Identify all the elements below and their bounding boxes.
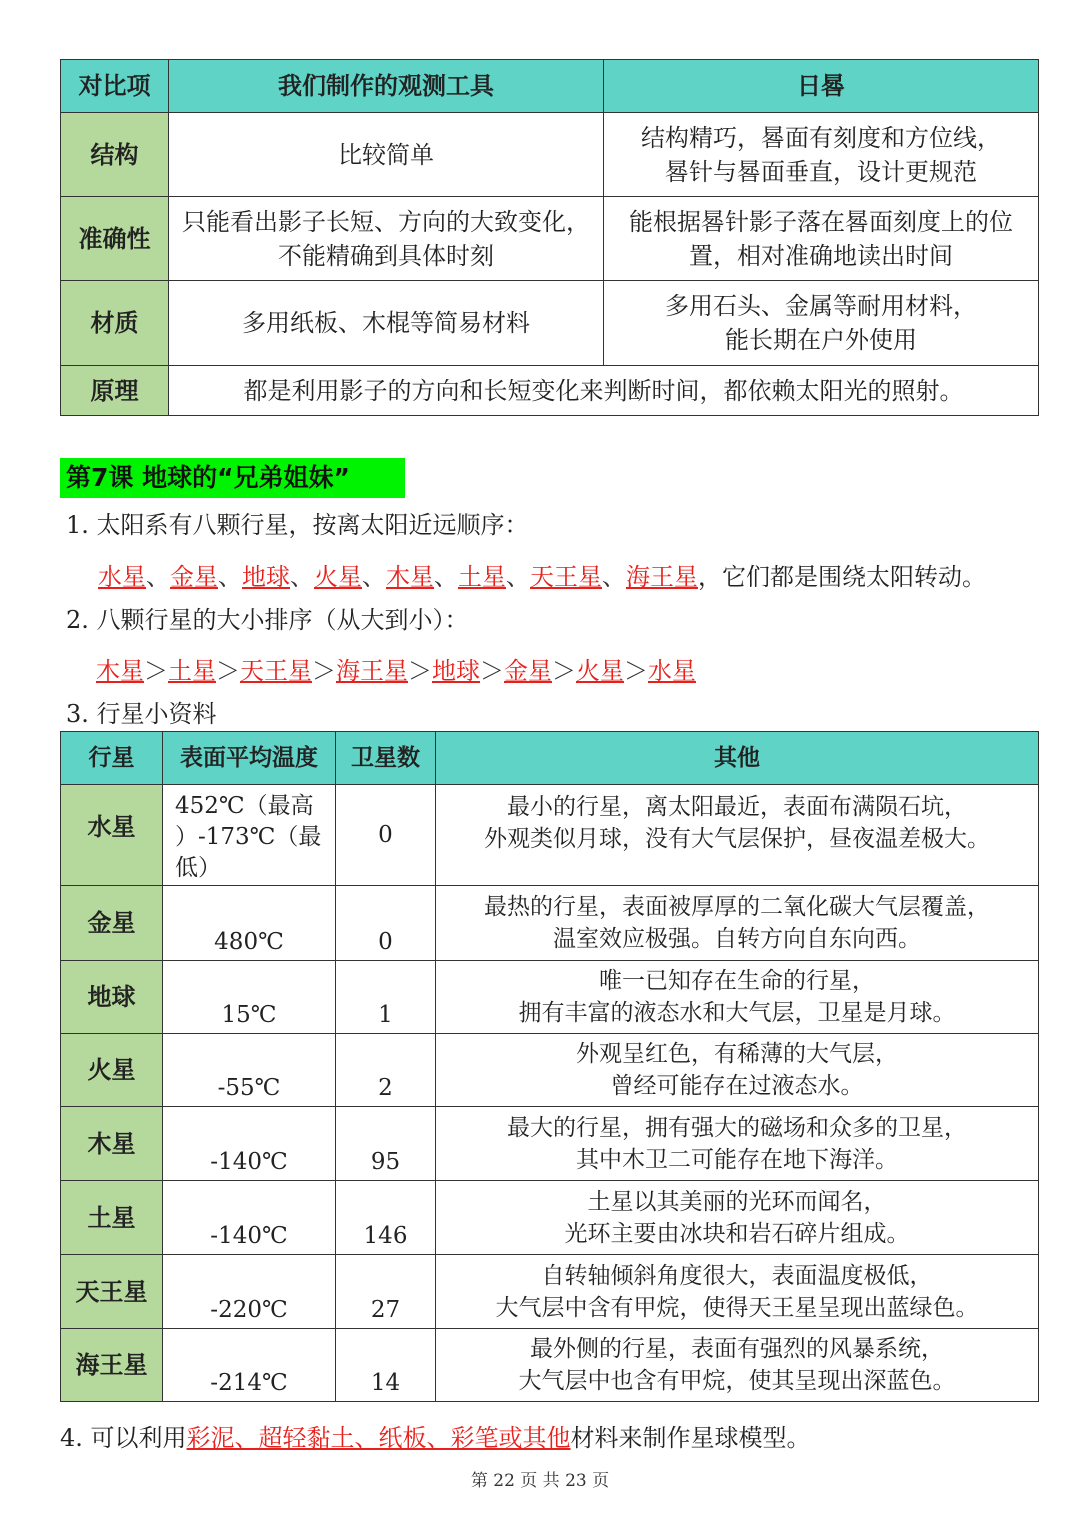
row-principle [61,366,1039,416]
planet-moons: 27 [336,1255,436,1329]
planet-moons: 1 [336,961,436,1034]
planet-name: 地球 [61,961,163,1034]
planet-other: 自转轴倾斜角度很大，表面温度极低， 大气层中含有甲烷，使得天王星呈现出蓝绿色。 [436,1255,1039,1329]
header-other: 其他 [436,732,1039,785]
point-2-answer: 木星＞土星＞天王星＞海王星＞地球＞金星＞火星＞水星 [96,657,696,685]
row-material [61,281,1039,366]
planet-name: 木星 [61,1107,163,1181]
planet-other: 外观呈红色，有稀薄的大气层， 曾经可能存在过液态水。 [436,1034,1039,1107]
cell-sundial: 能根据晷针影子落在晷面刻度上的位 置，相对准确地读出时间 [604,197,1039,281]
point-1-tail: ，它们都是围绕太阳转动。 [698,563,986,591]
planet-other: 最大的行星，拥有强大的磁场和众多的卫星， 其中木卫二可能存在地下海洋。 [436,1107,1039,1181]
row-structure [61,113,1039,197]
row-accuracy [61,197,1039,281]
cell-ours: 只能看出影子长短、方向的大致变化， 不能精确到具体时刻 [169,197,604,281]
planet-row-earth [61,961,1039,1034]
planet-temp: 480℃ [163,886,336,961]
cell-sundial: 多用石头、金属等耐用材料， 能长期在户外使用 [604,281,1039,366]
planet-row-mars [61,1034,1039,1107]
planet-name: 土星 [61,1181,163,1255]
planet-answer: 天王星 [240,657,312,685]
planet-other: 土星以其美丽的光环而闻名， 光环主要由冰块和岩石碎片组成。 [436,1181,1039,1255]
planet-row-uranus [61,1255,1039,1329]
planet-moons: 0 [336,785,436,886]
planet-row-saturn [61,1181,1039,1255]
row-label: 准确性 [61,197,169,281]
planet-answer: 海王星 [336,657,408,685]
planet-other: 最热的行星，表面被厚厚的二氧化碳大气层覆盖， 温室效应极强。自转方向自东向西。 [436,886,1039,961]
planet-row-mercury [61,785,1039,886]
point-4-suffix: 材料来制作星球模型。 [570,1424,811,1452]
cell-principle: 都是利用影子的方向和长短变化来判断时间，都依赖太阳光的照射。 [169,366,1039,416]
planet-moons: 2 [336,1034,436,1107]
planet-temp: -55℃ [163,1034,336,1107]
planet-answer: 木星 [386,563,434,591]
planet-name: 火星 [61,1034,163,1107]
planet-name: 水星 [61,785,163,886]
planet-answer: 水星 [648,657,696,685]
planet-answer: 金星 [170,563,218,591]
header-moons: 卫星数 [336,732,436,785]
planet-answer: 木星 [96,657,144,685]
planet-answer: 土星 [458,563,506,591]
planet-moons: 0 [336,886,436,961]
comparison-table [60,59,1039,416]
header-ours: 我们制作的观测工具 [169,60,604,113]
planet-temp: -220℃ [163,1255,336,1329]
planet-answer: 天王星 [530,563,602,591]
point-2-text: 2. 八颗行星的大小排序（从大到小）： [66,606,469,634]
header-temp: 表面平均温度 [163,732,336,785]
point-4 [60,1422,811,1454]
planet-name: 海王星 [61,1329,163,1402]
cell-ours: 多用纸板、木棍等简易材料 [169,281,604,366]
planet-answer: 金星 [504,657,552,685]
planet-name: 天王星 [61,1255,163,1329]
planet-temp: -214℃ [163,1329,336,1402]
header-item: 对比项 [61,60,169,113]
point-1-answer: 水星、金星、地球、火星、木星、土星、天王星、海王星，它们都是围绕太阳转动。 [98,563,986,591]
cell-ours: 比较简单 [169,113,604,197]
point-1-text: 1. 太阳系有八颗行星，按离太阳近远顺序： [66,511,529,539]
planet-row-jupiter [61,1107,1039,1181]
planet-temp: 452℃（最高 ）-173℃（最 低） [163,785,336,886]
row-label: 结构 [61,113,169,197]
header-sundial: 日晷 [604,60,1039,113]
planet-answer: 地球 [432,657,480,685]
planet-answer: 水星 [98,563,146,591]
planet-temp: -140℃ [163,1107,336,1181]
lesson-title: 第7课 地球的“兄弟姐妹” [60,458,405,498]
planet-moons: 14 [336,1329,436,1402]
planet-row-venus [61,886,1039,961]
planet-other: 最小的行星，离太阳最近，表面布满陨石坑， 外观类似月球，没有大气层保护，昼夜温差极大。 [436,785,1039,886]
header-planet: 行星 [61,732,163,785]
planet-header-row [61,732,1039,785]
row-label: 材质 [61,281,169,366]
planet-temp: 15℃ [163,961,336,1034]
planet-other: 最外侧的行星，表面有强烈的风暴系统， 大气层中也含有甲烷，使其呈现出深蓝色。 [436,1329,1039,1402]
planet-row-neptune [61,1329,1039,1402]
planet-moons: 146 [336,1181,436,1255]
planet-answer: 海王星 [626,563,698,591]
planet-answer: 火星 [314,563,362,591]
planet-moons: 95 [336,1107,436,1181]
cell-sundial: 结构精巧，晷面有刻度和方位线， 晷针与晷面垂直，设计更规范 [604,113,1039,197]
page-footer: 第 22 页 共 23 页 [470,1471,610,1491]
planet-name: 金星 [61,886,163,961]
comparison-header-row [61,60,1039,113]
planet-answer: 土星 [168,657,216,685]
planet-other: 唯一已知存在生命的行星， 拥有丰富的液态水和大气层，卫星是月球。 [436,961,1039,1034]
point-4-highlight: 彩泥、超轻黏土、纸板、彩笔或其他 [186,1424,571,1452]
point-3-text: 3. 行星小资料 [66,700,217,728]
planet-table [60,731,1039,1402]
point-4-prefix: 4. 可以利用 [60,1424,187,1452]
planet-temp: -140℃ [163,1181,336,1255]
planet-answer: 地球 [242,563,290,591]
row-label: 原理 [61,366,169,416]
planet-answer: 火星 [576,657,624,685]
